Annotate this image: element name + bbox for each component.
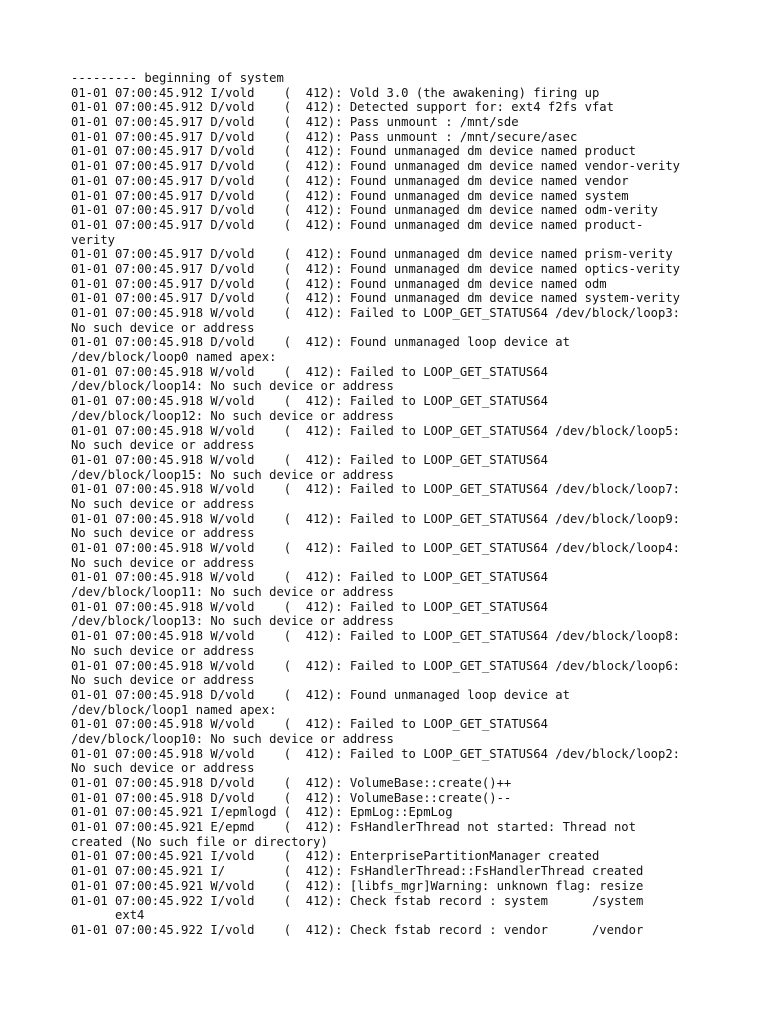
log-line: 01-01 07:00:45.912 I/vold ( 412): Vold 3.0 (the awakening) firing up bbox=[71, 85, 600, 100]
log-line: 01-01 07:00:45.918 W/vold ( 412): Failed to LOOP_GET_STATUS64 /dev/block/loop4: bbox=[71, 541, 681, 555]
log-line: 01-01 07:00:45.917 D/vold ( 412): Found unmanaged dm device named product bbox=[71, 144, 636, 159]
log-line: No such device or address bbox=[71, 438, 255, 453]
log-line: /dev/block/loop15: No such device or address bbox=[71, 467, 394, 482]
log-line: 01-01 07:00:45.921 W/vold ( 412): [libfs_mgr]Warning: unknown flag: resize bbox=[71, 878, 644, 893]
log-line: 01-01 07:00:45.922 I/vold ( 412): Check fstab record : system /system bbox=[71, 893, 644, 908]
log-line: 01-01 07:00:45.917 D/vold ( 412): Pass unmount : /mnt/secure/asec bbox=[71, 129, 578, 144]
log-line: created (No such file or directory) bbox=[71, 834, 328, 849]
log-line: 01-01 07:00:45.918 W/vold ( 412): Failed to LOOP_GET_STATUS64 /dev/block/loop5: bbox=[71, 423, 681, 438]
log-line: 01-01 07:00:45.921 I/epmlogd ( 412): EpmLog::EpmLog bbox=[71, 805, 453, 820]
log-line: 01-01 07:00:45.921 E/epmd ( 412): FsHandlerThread not started: Thread not bbox=[71, 820, 636, 835]
log-line: 01-01 07:00:45.917 D/vold ( 412): Found unmanaged dm device named vendor bbox=[71, 173, 629, 188]
log-line: 01-01 07:00:45.917 D/vold ( 412): Pass unmount : /mnt/sde bbox=[71, 115, 519, 130]
log-line: 01-01 07:00:45.918 W/vold ( 412): Failed to LOOP_GET_STATUS64 bbox=[71, 717, 548, 732]
log-line: 01-01 07:00:45.918 D/vold ( 412): VolumeBase::create()++ bbox=[71, 776, 512, 790]
log-line: 01-01 07:00:45.918 D/vold ( 412): Found unmanaged loop device at bbox=[71, 687, 570, 702]
log-line: 01-01 07:00:45.918 W/vold ( 412): Failed to LOOP_GET_STATUS64 /dev/block/loop8: bbox=[71, 629, 681, 644]
log-line: 01-01 07:00:45.918 W/vold ( 412): Failed to LOOP_GET_STATUS64 bbox=[71, 599, 548, 614]
log-line: ext4 bbox=[71, 908, 145, 923]
log-line: /dev/block/loop0 named apex: bbox=[71, 350, 277, 365]
log-document bbox=[71, 71, 731, 938]
log-line: No such device or address bbox=[71, 643, 255, 658]
log-line: /dev/block/loop11: No such device or address bbox=[71, 585, 394, 600]
log-line: 01-01 07:00:45.917 D/vold ( 412): Found unmanaged dm device named vendor-verity bbox=[71, 159, 681, 174]
log-line: 01-01 07:00:45.917 D/vold ( 412): Found unmanaged dm device named prism-verity bbox=[71, 247, 673, 262]
log-line: No such device or address bbox=[71, 555, 255, 570]
log-line: No such device or address bbox=[71, 320, 255, 335]
log-line: No such device or address bbox=[71, 761, 255, 776]
log-line: verity bbox=[71, 232, 116, 247]
log-line: 01-01 07:00:45.918 D/vold ( 412): VolumeBase::create()-- bbox=[71, 790, 512, 805]
log-line: /dev/block/loop14: No such device or address bbox=[71, 379, 394, 394]
log-line: 01-01 07:00:45.918 W/vold ( 412): Failed to LOOP_GET_STATUS64 bbox=[71, 570, 548, 585]
log-line: 01-01 07:00:45.917 D/vold ( 412): Found unmanaged dm device named product- bbox=[71, 217, 644, 232]
log-line: 01-01 07:00:45.917 D/vold ( 412): Found unmanaged dm device named odm bbox=[71, 276, 607, 291]
log-line: 01-01 07:00:45.918 W/vold ( 412): Failed to LOOP_GET_STATUS64 /dev/block/loop7: bbox=[71, 482, 681, 497]
log-line: 01-01 07:00:45.917 D/vold ( 412): Found unmanaged dm device named odm-verity bbox=[71, 203, 658, 218]
log-line: 01-01 07:00:45.918 W/vold ( 412): Failed to LOOP_GET_STATUS64 /dev/block/loop6: bbox=[71, 658, 681, 673]
log-line: No such device or address bbox=[71, 673, 255, 688]
log-line: 01-01 07:00:45.918 W/vold ( 412): Failed to LOOP_GET_STATUS64 bbox=[71, 364, 548, 379]
log-line: 01-01 07:00:45.918 W/vold ( 412): Failed to LOOP_GET_STATUS64 /dev/block/loop2: bbox=[71, 746, 681, 761]
log-line: 01-01 07:00:45.921 I/vold ( 412): EnterprisePartitionManager created bbox=[71, 849, 600, 864]
log-line: 01-01 07:00:45.917 D/vold ( 412): Found unmanaged dm device named system-verity bbox=[71, 291, 681, 306]
log-line: /dev/block/loop12: No such device or address bbox=[71, 408, 394, 423]
log-line: 01-01 07:00:45.912 D/vold ( 412): Detected support for: ext4 f2fs vfat bbox=[71, 100, 614, 115]
log-line: 01-01 07:00:45.918 W/vold ( 412): Failed to LOOP_GET_STATUS64 /dev/block/loop9: bbox=[71, 511, 681, 526]
log-line: 01-01 07:00:45.918 W/vold ( 412): Failed to LOOP_GET_STATUS64 bbox=[71, 394, 548, 409]
log-line: 01-01 07:00:45.921 I/ ( 412): FsHandlerThread::FsHandlerThread created bbox=[71, 864, 644, 879]
log-line: 01-01 07:00:45.918 W/vold ( 412): Failed to LOOP_GET_STATUS64 bbox=[71, 452, 548, 467]
log-header-line: --------- beginning of system bbox=[71, 71, 284, 85]
log-line: 01-01 07:00:45.917 D/vold ( 412): Found unmanaged dm device named optics-verity bbox=[71, 261, 681, 276]
log-line: No such device or address bbox=[71, 496, 255, 511]
log-line: 01-01 07:00:45.918 D/vold ( 412): Found unmanaged loop device at bbox=[71, 335, 570, 350]
log-line: 01-01 07:00:45.917 D/vold ( 412): Found unmanaged dm device named system bbox=[71, 188, 629, 203]
log-line: /dev/block/loop13: No such device or address bbox=[71, 614, 394, 629]
log-line: 01-01 07:00:45.918 W/vold ( 412): Failed to LOOP_GET_STATUS64 /dev/block/loop3: bbox=[71, 306, 681, 320]
log-line: 01-01 07:00:45.922 I/vold ( 412): Check fstab record : vendor /vendor bbox=[71, 922, 644, 937]
log-line: No such device or address bbox=[71, 526, 255, 541]
log-line: /dev/block/loop10: No such device or address bbox=[71, 731, 394, 746]
log-line: /dev/block/loop1 named apex: bbox=[71, 702, 277, 717]
